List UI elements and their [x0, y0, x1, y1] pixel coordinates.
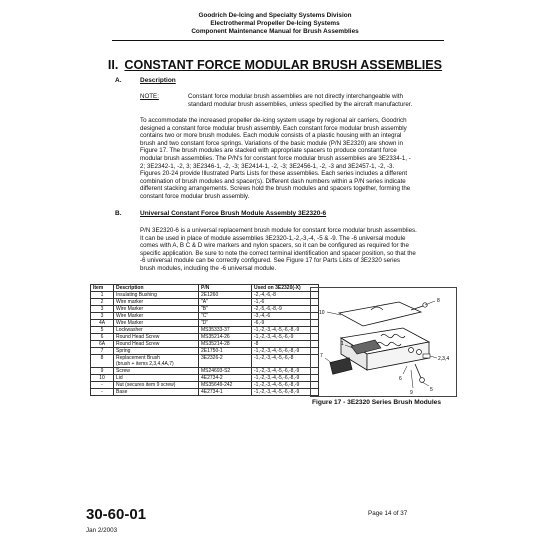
table-row — [91, 355, 319, 368]
col-header-description: Description — [114, 285, 199, 292]
cell-item: 9 — [91, 368, 114, 375]
body-line: Figures 20-24 provide Illustrated Parts Lists for these assemblies. Each series includes a different — [140, 170, 408, 178]
cell-description — [114, 355, 199, 368]
note-label: NOTE: — [140, 93, 159, 100]
cell-used-on: -8 — [252, 341, 319, 348]
cell-item: 4A — [91, 320, 114, 327]
footer-page-number: Page 14 of 37 — [368, 510, 408, 517]
cell-used-on: -1,-2,-3,-4,-5,-6,-8,-9 — [252, 368, 319, 375]
cell-description: Wire marker — [114, 299, 199, 306]
leader-line — [422, 382, 429, 386]
lid-shape — [339, 302, 421, 326]
header-line-2: Electrothermal Propeller De-Icing Systems — [210, 20, 340, 27]
col-header-item: Item — [91, 285, 114, 292]
section-b-body — [140, 227, 465, 273]
cell-description: Insulating Bushing — [114, 292, 199, 299]
cell-description: Wire Marker — [114, 313, 199, 320]
body-line: To accommodate the increased propeller de-icing system usage by regional air carriers, Goodrich — [140, 117, 407, 124]
terminal — [409, 348, 414, 353]
cell-used-on: -1,-2,-3,-4,-5,-6,-9 — [252, 334, 319, 341]
callout-label: 9 — [410, 390, 413, 396]
cell-description-line: Replacement Brush — [116, 355, 160, 361]
body-line: contains two or more brush modules. Each module consists of a plastic housing with an integral — [140, 132, 402, 140]
table-row — [91, 320, 319, 327]
body-line: -6 universal module can be correctly configured. See Figure 17 for Parts Lists of 3E2320 series — [140, 257, 401, 265]
cell-used-on: -3,-4,-6 — [252, 313, 319, 320]
cell-used-on: -1,-2,-3,-4,-5,-6,-8,-9 — [252, 382, 319, 389]
header-line-3: Component Maintenance Manual for Brush Assemblies — [191, 28, 359, 35]
cell-description: Nut (secures item 9 screw) — [114, 382, 199, 389]
cell-item: 7 — [91, 348, 114, 355]
callout-label: 5 — [430, 387, 433, 393]
cell-description: Wire Marker — [114, 320, 199, 327]
cell-description: Spring — [114, 348, 199, 355]
cell-pn: MS35649-242 — [199, 382, 252, 389]
callout-label: 10 — [319, 310, 325, 316]
replacement-brush — [330, 358, 352, 374]
cell-pn: 2E1750-1 — [199, 348, 252, 355]
callout-label: 7 — [320, 353, 323, 359]
parts-table — [90, 284, 319, 396]
table-row — [91, 306, 319, 313]
note-line: Constant force modular brush assemblies are not directly interchangeable with — [188, 93, 403, 100]
cell-pn: 3E2326-2 — [199, 355, 252, 368]
section-a-letter: A. — [115, 77, 122, 84]
cell-pn: 4E2734-2 — [199, 375, 252, 382]
cell-used-on: -1,-6 — [252, 299, 319, 306]
table-row — [91, 341, 319, 348]
col-header-used-on: Used on 3E2320(-X) — [252, 285, 319, 292]
body-line: combination of brush modules and spacer(s). Different dash numbers within a P/N series indicate — [140, 177, 406, 185]
cell-pn: "D" — [199, 320, 252, 327]
footer-date: Jan 2/2003 — [86, 527, 118, 534]
lockwasher — [420, 378, 425, 383]
cell-used-on: -1,-2,-3,-4,-5,-6,-8,-9 — [252, 348, 319, 355]
table-row — [91, 375, 319, 382]
cell-pn: 2E1260 — [199, 292, 252, 299]
col-header-pn: P/N — [199, 285, 252, 292]
table-row — [91, 327, 319, 334]
table-row — [91, 313, 319, 320]
body-line: P/N 3E2320-6 is a universal replacement brush module for constant force modular brush assemblies. — [140, 227, 417, 234]
cell-pn: "C" — [199, 313, 252, 320]
cell-pn: MS24693-S2 — [199, 368, 252, 375]
cell-description: Round Head Screw — [114, 334, 199, 341]
cell-description-line: (brush + items 2,3,4,4A,7) — [116, 361, 174, 367]
terminal — [417, 350, 422, 355]
leader-line — [327, 312, 341, 315]
callout-label: 2,3,4 — [438, 356, 450, 362]
table-row — [91, 382, 319, 389]
cell-item: - — [91, 389, 114, 396]
table-row — [91, 299, 319, 306]
wire-marker — [423, 354, 430, 358]
cell-item: - — [91, 382, 114, 389]
leader-line — [403, 366, 407, 374]
cell-pn: "A" — [199, 299, 252, 306]
header-rule — [112, 40, 444, 41]
table-row — [91, 334, 319, 341]
cell-pn: "B" — [199, 306, 252, 313]
cell-used-on: -2,-5,-6,-8,-9 — [252, 306, 319, 313]
body-line: brush modules, including the -6 universal module. — [140, 264, 277, 272]
section-b-heading: Universal Constant Force Brush Module Assembly 3E2320-6 — [140, 210, 327, 217]
cell-description: Lockwasher — [114, 327, 199, 334]
cell-description: Round Head Screw — [114, 341, 199, 348]
leader-line — [325, 358, 333, 364]
page-title — [0, 58, 550, 72]
cell-item: 1 — [91, 292, 114, 299]
cell-item: 6 — [91, 334, 114, 341]
body-line: It can be used in place of module assemblies 3E2320-1,-2,-3,-4, -5 & -9. The -6 universal module — [140, 234, 406, 242]
callout-label: 1 — [341, 341, 344, 347]
table-header-row — [91, 285, 319, 292]
table-row — [91, 368, 319, 375]
cell-item: 3 — [91, 313, 114, 320]
table-row — [91, 292, 319, 299]
figure-caption: Figure 17 - 3E2320 Series Brush Modules — [312, 399, 441, 406]
body-line: modular brush assemblies. The P/N's for constant force modular brush assemblies are 3E2334-1, - — [140, 154, 411, 162]
cell-pn: 4E2734-1 — [199, 389, 252, 396]
cell-used-on: -1,-2,-3,-4,-5,-6,-8,-9 — [252, 327, 319, 334]
cell-item: 6A — [91, 341, 114, 348]
note-line: standard modular brush assemblies, unless specified by the aircraft manufacturer. — [188, 100, 413, 108]
cell-item: 3 — [91, 306, 114, 313]
brush-module-drawing — [311, 288, 456, 396]
figure-17-frame — [310, 287, 457, 397]
body-line: Figure 17. The brush modules are stacked with appropriate spacers to produce constant force — [140, 147, 397, 155]
header-line-1: Goodrich De-Icing and Specialty Systems Division — [198, 12, 352, 19]
cell-pn: MS35214-28 — [199, 341, 252, 348]
callout-label: 8 — [437, 298, 440, 304]
cell-item: 8 — [91, 355, 114, 368]
title-number: II. — [107, 58, 119, 72]
body-line: specific application. Be sure to note the correct terminal identification and spacer position, so that the — [140, 249, 416, 257]
leader-line — [411, 370, 413, 388]
cell-used-on: -1,-2,-3,-4,-5,-6,-8 — [252, 355, 319, 368]
cell-used-on: -1,-2,-3,-4,-5,-6,-8,-9 — [252, 375, 319, 382]
cell-item: 10 — [91, 375, 114, 382]
cell-description: Screw — [114, 368, 199, 375]
cell-used-on: -2,-4,-6,-8 — [252, 292, 319, 299]
body-line: brush and two constant force springs. Variations of the basic module (P/N 3E2320) are shown in — [140, 139, 403, 147]
parts-table-wrap — [90, 284, 319, 396]
table-row — [91, 389, 319, 396]
cell-description: Base — [114, 389, 199, 396]
cell-pn: MS35333-37 — [199, 327, 252, 334]
body-line: constant force modular brush assembly. — [140, 192, 250, 200]
section-a-body — [140, 117, 460, 201]
cell-used-on: -1,-2,-3,-4,-5,-6,-8,-9 — [252, 389, 319, 396]
cell-pn: MS35214-26 — [199, 334, 252, 341]
table-row — [91, 348, 319, 355]
cell-description: Wire Marker — [114, 306, 199, 313]
body-line: designed a constant force modular brush assembly. Each constant force modular brush assembly — [140, 124, 407, 132]
section-a-heading: Description — [140, 77, 176, 84]
note-text — [188, 93, 468, 108]
body-line: comes with A, B C & D wire markers and nylon spacers, so it can be configured as required for the — [140, 242, 409, 250]
section-b-letter: B. — [115, 210, 122, 217]
cell-item: 2 — [91, 299, 114, 306]
screw-shaft — [415, 364, 421, 378]
callout-label: 6 — [399, 376, 402, 382]
cell-item: 5 — [91, 327, 114, 334]
cell-used-on: -6,-9 — [252, 320, 319, 327]
cell-description: Lid — [114, 375, 199, 382]
footer-document-code: 30-60-01 — [86, 506, 147, 523]
title-text: CONSTANT FORCE MODULAR BRUSH ASSEMBLIES — [124, 58, 443, 72]
body-line: different stacking arrangements. Screws hold the brush modules and spacers together, forming the — [140, 185, 411, 193]
body-line: 2; 3E2342-1, -2, 3; 3E2346-1, -2, -3; 3E2414-1, -2, -3; 3E2456-1, -2, -3 and 3E2457-1, -2, -3. — [140, 162, 395, 170]
leader-line — [430, 356, 437, 358]
